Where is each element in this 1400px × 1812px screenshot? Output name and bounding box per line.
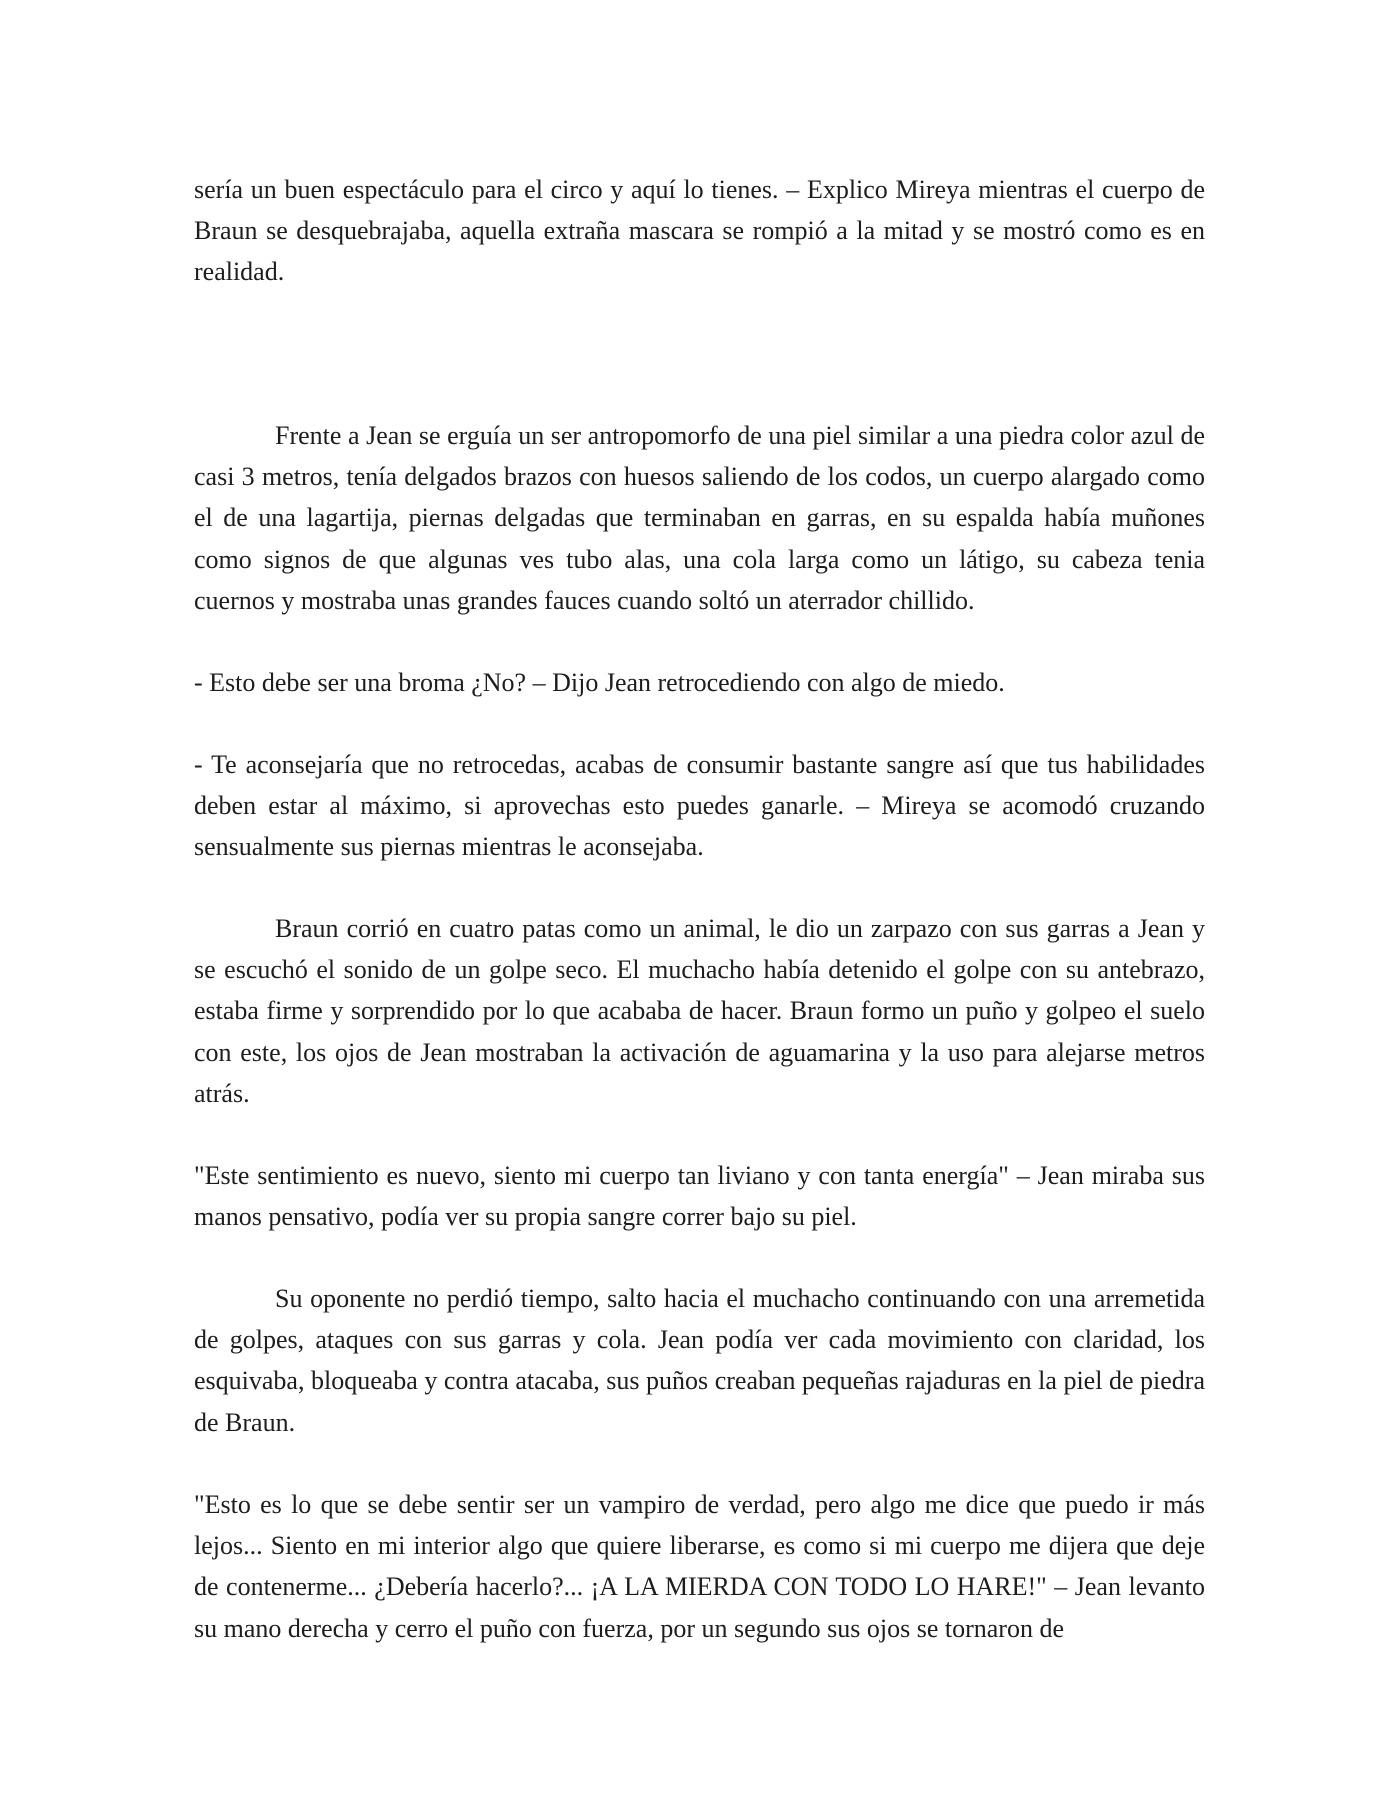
paragraph-8: "Esto es lo que se debe sentir ser un vampiro de verdad, pero algo me dice que puedo ir más lejos... Siento en mi interior algo que quiere liberarse, es como si mi cuerpo me dijera que deje de contenerme... ¿Debería hacerlo?... ¡A LA MIERDA CON TODO LO HARE!" – Jean levanto su mano derecha y cerro el puño con fuerza, por un segundo sus ojos se tornaron de: [194, 1490, 1205, 1643]
paragraph-3: - Esto debe ser una broma ¿No? – Dijo Jean retrocediendo con algo de miedo.: [194, 668, 1005, 697]
paragraph-6: "Este sentimiento es nuevo, siento mi cuerpo tan liviano y con tanta energía" – Jean miraba sus manos pensativo, podía ver su propia sangre correr bajo su piel.: [194, 1161, 1205, 1232]
paragraph-5: Braun corrió en cuatro patas como un animal, le dio un zarpazo con sus garras a Jean y se escuchó el sonido de un golpe seco. El muchacho había detenido el golpe con su antebrazo, estaba firme y sorprendido por lo que acababa de hacer. Braun formo un puño y golpeo el suelo con este, los ojos de Jean mostraban la activación de aguamarina y la uso para alejarse metros atrás.: [194, 914, 1205, 1108]
paragraph-1: sería un buen espectáculo para el circo y aquí lo tienes. – Explico Mireya mientras el cuerpo de Braun se desquebrajaba, aquella extraña mascara se rompió a la mitad y se mostró como es en realidad.: [194, 175, 1205, 287]
paragraph-7: Su oponente no perdió tiempo, salto hacia el muchacho continuando con una arremetida de golpes, ataques con sus garras y cola. Jean podía ver cada movimiento con claridad, los esquivaba, bloqueaba y contra atacaba, sus puños creaban pequeñas rajaduras en la piel de piedra de Braun.: [194, 1284, 1205, 1437]
paragraph-4: - Te aconsejaría que no retrocedas, acabas de consumir bastante sangre así que tus habilidades deben estar al máximo, si aprovechas esto puedes ganarle. – Mireya se acomodó cruzando sensualmente sus piernas mientras le aconsejaba.: [194, 750, 1205, 862]
paragraph-2: Frente a Jean se erguía un ser antropomorfo de una piel similar a una piedra color azul de casi 3 metros, tenía delgados brazos con huesos saliendo de los codos, un cuerpo alargado como el de una lagartija, piernas delgadas que terminaban en garras, en su espalda había muñones como signos de que algunas ves tubo alas, una cola larga como un látigo, su cabeza tenia cuernos y mostraba unas grandes fauces cuando soltó un aterrador chillido.: [194, 421, 1205, 615]
